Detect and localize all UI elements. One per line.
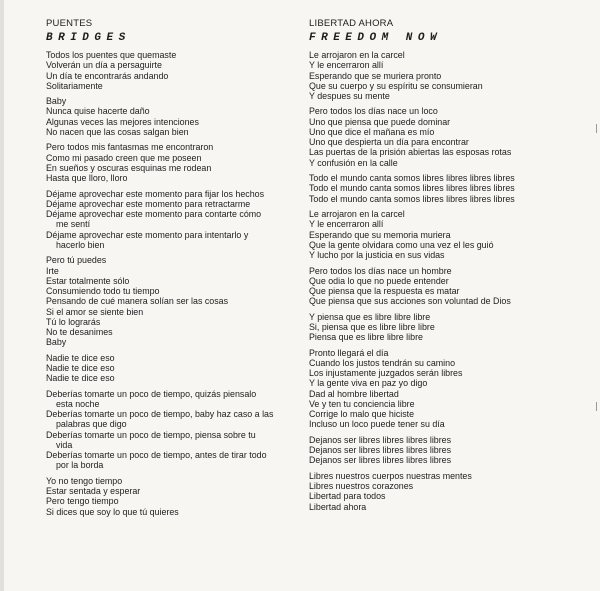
stanza	[46, 353, 296, 384]
song-subtitle: FREEDOM NOW	[309, 32, 443, 44]
lyric-line: Consumiendo todo tu tiempo	[46, 286, 160, 296]
stanza	[309, 106, 594, 168]
lyric-line: Déjame aprovechar este momento para contarte cómo	[46, 209, 262, 220]
lyric-line: Un día te encontrarás andando	[46, 70, 169, 81]
lyric-line: Piensa que es libre libre libre	[309, 332, 423, 343]
lyric-line: Y lucho por la justicia en sus vidas	[309, 250, 445, 261]
lyric-line: Uno que dice el mañana es mío	[309, 126, 435, 137]
page-edge-shadow	[0, 0, 4, 591]
lyric-line: Deberías tomarte un poco de tiempo, piensa sobre tu	[46, 429, 256, 440]
lyric-line: Algunas veces las mejores intenciones	[46, 116, 199, 127]
song-title: LIBERTAD AHORA	[309, 18, 394, 29]
lyric-line: Y le encerraron allí	[309, 60, 384, 71]
lyric-line: Dejanos ser libres libres libres libres	[309, 445, 452, 456]
lyric-line: Esperando que su memoria muriera	[309, 229, 451, 240]
stanza	[309, 348, 594, 430]
lyric-line: Todo el mundo canta somos libres libres libres libres	[309, 173, 515, 184]
lyric-line: Libres nuestros corazones	[309, 481, 414, 491]
lyric-line: Estar sentada y esperar	[46, 486, 141, 497]
lyric-line: Pero todos los días nace un loco	[309, 106, 438, 117]
lyric-line: Libertad ahora	[309, 501, 367, 512]
stanza	[309, 173, 594, 204]
lyric-line: Cuando los justos tendrán su camino	[309, 357, 456, 368]
lyric-line: Las puertas de la prisión abiertas las esposas rotas	[309, 147, 512, 158]
lyric-line: Que piensa que sus acciones son voluntad de Dios	[309, 296, 511, 307]
lyric-line: Pero tengo tiempo	[46, 496, 119, 507]
lyric-line: No nacen que las cosas salgan bien	[46, 126, 189, 137]
margin-tick-mark	[596, 124, 597, 133]
lyric-line: Y despues su mente	[309, 91, 390, 101]
lyric-line: Que la gente olvidara como una vez el les guió	[309, 239, 494, 250]
lyrics-body	[46, 50, 296, 517]
lyric-line: Todos los puentes que quemaste	[46, 50, 177, 60]
lyric-line: Irte	[46, 265, 59, 276]
lyric-line: Que odia lo que no puede entender	[309, 275, 449, 286]
lyric-line: esta noche	[56, 398, 100, 409]
lyric-line: Y confusión en la calle	[309, 157, 398, 168]
lyric-line: Nadie te dice eso	[46, 373, 115, 384]
lyric-line: Pero todos mis fantasmas me encontraron	[46, 142, 214, 153]
stanza	[46, 50, 296, 91]
lyric-line: Pero tú puedes	[46, 255, 107, 266]
stanza	[46, 189, 296, 251]
lyric-line: Estar totalmente sólo	[46, 275, 130, 286]
song-title: PUENTES	[46, 18, 93, 29]
lyric-line: Todo el mundo canta somos libres libres libres libres	[309, 193, 515, 204]
lyric-line: Y le encerraron allí	[309, 219, 384, 230]
stanza	[309, 435, 594, 466]
lyric-line: me sentí	[56, 219, 91, 230]
lyric-line: En sueños y oscuras esquinas me rodean	[46, 162, 212, 173]
lyric-line: Le arrojaron en la carcel	[309, 209, 405, 220]
lyric-line: Nadie te dice eso	[46, 352, 115, 363]
lyric-line: Que piensa que la respuesta es matar	[309, 286, 460, 296]
stanza	[309, 471, 594, 512]
lyric-line: Nunca quise hacerte daño	[46, 106, 150, 117]
lyric-line: Deberías tomarte un poco de tiempo, antes de tirar todo	[46, 450, 267, 461]
lyric-line: Pronto llegará el día	[309, 347, 389, 358]
lyric-line: Le arrojaron en la carcel	[309, 50, 405, 60]
lyric-line: Pero todos los días nace un hombre	[309, 265, 452, 276]
lyric-line: hacerlo bien	[56, 239, 105, 250]
stanza	[46, 389, 296, 471]
lyric-line: Déjame aprovechar este momento para intentarlo y	[46, 229, 249, 240]
lyric-line: Dejanos ser libres libres libres libres	[309, 434, 452, 445]
lyric-line: Hasta que lloro, lloro	[46, 173, 128, 184]
stanza	[46, 142, 296, 183]
lyric-line: Baby	[46, 337, 67, 348]
stanza	[309, 209, 594, 260]
lyric-line: Tú lo lograrás	[46, 316, 101, 327]
lyric-line: Esperando que se muriera pronto	[309, 70, 442, 81]
song-subtitle: BRIDGES	[46, 32, 131, 44]
lyric-line: Deberías tomarte un poco de tiempo, quizás piensalo	[46, 388, 257, 399]
stanza	[46, 255, 296, 347]
lyric-line: Solitariamente	[46, 80, 103, 91]
lyrics-column-libertad-ahora	[309, 18, 594, 517]
lyric-line: Si dices que soy lo que tú quieres	[46, 506, 179, 517]
lyric-line: palabras que digo	[56, 419, 127, 430]
lyric-line: Pensando de cué manera solían ser las cosas	[46, 296, 229, 307]
lyric-line: Uno que despierta un día para encontrar	[309, 137, 469, 148]
lyric-line: Como mi pasado creen que me poseen	[46, 152, 202, 163]
lyric-line: Si el amor se siente bien	[46, 306, 144, 317]
lyric-line: Si, piensa que es libre libre libre	[309, 321, 435, 332]
lyric-line: Deberías tomarte un poco de tiempo, baby haz caso a las	[46, 409, 274, 420]
lyric-line: Yo no tengo tiempo	[46, 475, 123, 486]
lyric-line: Libres nuestros cuerpos nuestras mentes	[309, 470, 472, 481]
lyric-line: Ve y ten tu conciencia libre	[309, 398, 415, 409]
lyric-line: vida	[56, 439, 73, 450]
lyric-line: Incluso un loco puede tener su día	[309, 419, 445, 430]
lyric-line: Uno que piensa que puede dominar	[309, 116, 451, 127]
lyric-line: Todo el mundo canta somos libres libres libres libres	[309, 183, 515, 194]
lyric-line: Nadie te dice eso	[46, 362, 115, 373]
stanza	[309, 312, 594, 343]
lyric-line: Déjame aprovechar este momento para fijar los hechos	[46, 188, 265, 199]
lyric-line: Dad al hombre libertad	[309, 388, 399, 399]
lyric-line: Volverán un día a persaguirte	[46, 60, 162, 71]
lyric-line: No te desanimes	[46, 327, 113, 337]
lyric-line: Déjame aprovechar este momento para retractarme	[46, 198, 251, 209]
stanza	[309, 50, 594, 101]
lyric-line: por la borda	[56, 460, 104, 471]
lyrics-column-puentes	[46, 18, 296, 522]
margin-tick-mark	[596, 402, 597, 411]
lyrics-body	[309, 50, 594, 512]
stanza	[46, 476, 296, 517]
stanza	[309, 266, 594, 307]
stanza	[46, 96, 296, 137]
lyric-line: Baby	[46, 96, 67, 107]
lyric-line: Los injustamente juzgados serán libres	[309, 368, 463, 379]
lyric-line: Libertad para todos	[309, 491, 386, 502]
lyric-line: Y piensa que es libre libre libre	[309, 311, 431, 322]
lyric-line: Dejanos ser libres libres libres libres	[309, 455, 452, 466]
lyric-line: Y la gente viva en paz yo digo	[309, 378, 428, 389]
lyric-line: Corrige lo malo que hiciste	[309, 409, 415, 420]
lyric-line: Que su cuerpo y su espíritu se consumieran	[309, 80, 483, 91]
